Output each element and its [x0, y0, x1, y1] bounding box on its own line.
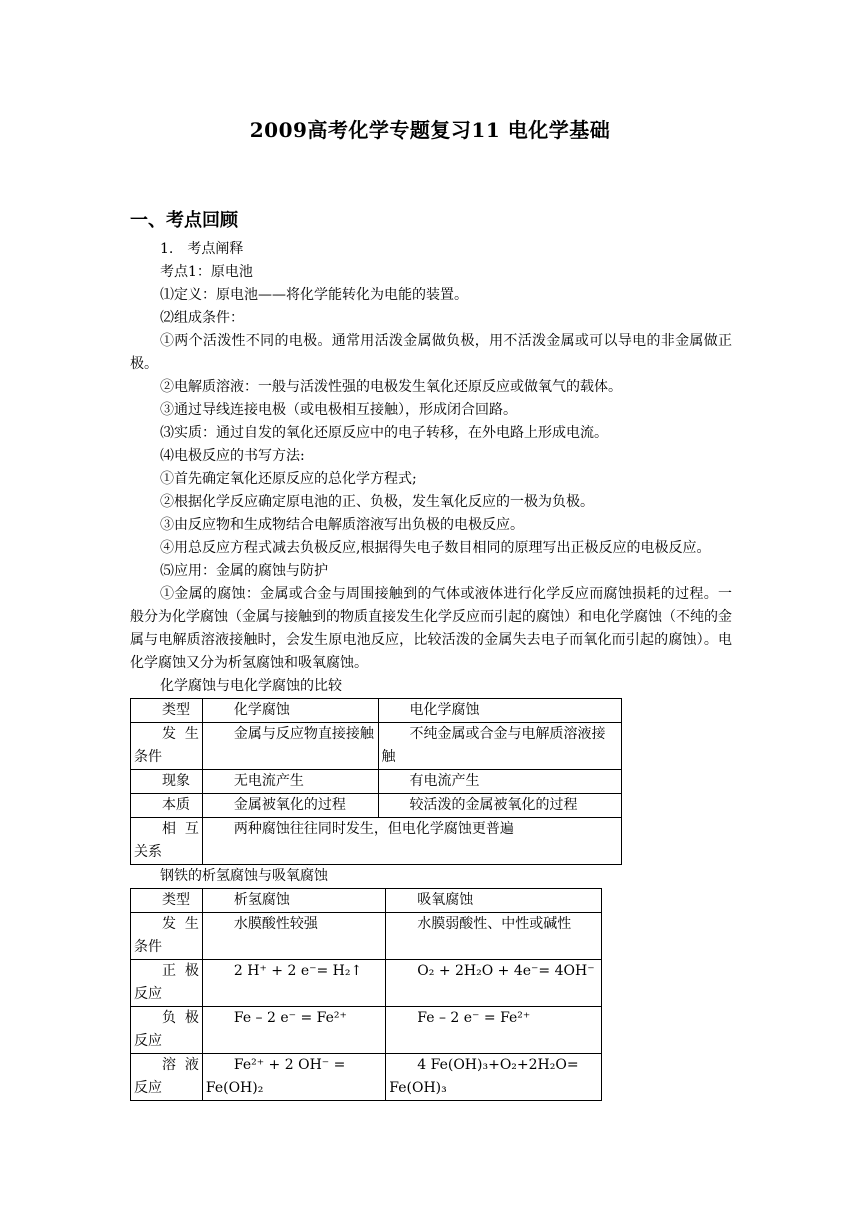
row-label: 正极反应 — [131, 960, 203, 1007]
table-cell: O₂ + 2H₂O + 4e⁻= 4OH⁻ — [386, 960, 602, 1007]
table-cell: 金属被氧化的过程 — [202, 794, 378, 818]
row-label: 现象 — [131, 770, 203, 794]
table-cell: 水膜弱酸性、中性或碱性 — [386, 913, 602, 960]
table-cell: Fe – 2 e⁻ = Fe²⁺ — [386, 1007, 602, 1054]
row-label: 发生条件 — [131, 913, 203, 960]
paragraph: ②电解质溶液：一般与活泼性强的电极发生氧化还原反应或做氧气的载体。 — [160, 379, 622, 395]
table-cell: 2 H⁺ + 2 e⁻= H₂↑ — [202, 960, 385, 1007]
table-header-cell: 化学腐蚀 — [202, 699, 378, 723]
table-row — [131, 960, 602, 1007]
table-row — [131, 913, 602, 960]
table-cell: 无电流产生 — [202, 770, 378, 794]
row-label: 负极反应 — [131, 1007, 203, 1054]
paragraph: ③由反应物和生成物结合电解质溶液写出负极的电极反应。 — [160, 517, 524, 533]
table-cell: 水膜酸性较强 — [202, 913, 385, 960]
table-row — [131, 794, 622, 818]
table-row — [131, 770, 622, 794]
iron-corrosion-table — [130, 888, 602, 1101]
paragraph: 1. 考点阐释 — [160, 241, 244, 257]
paragraph: ④用总反应方程式减去负极反应,根据得失电子数目相同的原理写出正极反应的电极反应。 — [160, 540, 711, 556]
table-cell: Fe – 2 e⁻ = Fe²⁺ — [202, 1007, 385, 1054]
corrosion-comparison-table — [130, 698, 622, 865]
table-cell: 不纯金属或合金与电解质溶液接触 — [378, 723, 621, 770]
row-label: 相互关系 — [131, 818, 203, 865]
table-row — [131, 1007, 602, 1054]
table1-caption: 化学腐蚀与电化学腐蚀的比较 — [160, 678, 342, 694]
paragraph: ②根据化学反应确定原电池的正、负极，发生氧化反应的一极为负极。 — [160, 494, 594, 510]
table-cell: 较活泼的金属被氧化的过程 — [378, 794, 621, 818]
table-cell: 有电流产生 — [378, 770, 621, 794]
table-cell: Fe²⁺ + 2 OH⁻ = Fe(OH)₂ — [202, 1054, 385, 1101]
table-cell: 两种腐蚀往往同时发生，但电化学腐蚀更普遍 — [202, 818, 621, 865]
paragraph: ⑶实质：通过自发的氧化还原反应中的电子转移，在外电路上形成电流。 — [160, 425, 608, 441]
row-label: 发生条件 — [131, 723, 203, 770]
paragraph: ⑷电极反应的书写方法: — [160, 448, 305, 464]
table-header-cell: 析氢腐蚀 — [202, 889, 385, 913]
table-header-row — [131, 889, 602, 913]
paragraph: ①两个活泼性不同的电极。通常用活泼金属做负极，用不活泼金属或可以导电的非金属做正极。 — [130, 333, 732, 372]
row-label: 本质 — [131, 794, 203, 818]
table-cell: 4 Fe(OH)₃+O₂+2H₂O= Fe(OH)₃ — [386, 1054, 602, 1101]
table-header-row — [131, 699, 622, 723]
paragraph: ⑴定义：原电池——将化学能转化为电能的装置。 — [160, 287, 468, 303]
table-header-cell: 类型 — [131, 889, 203, 913]
table-row — [131, 818, 622, 865]
table-header-cell: 吸氧腐蚀 — [386, 889, 602, 913]
section-heading: 一、考点回顾 — [130, 210, 238, 231]
paragraph: ①金属的腐蚀：金属或合金与周围接触到的气体或液体进行化学反应而腐蚀损耗的过程。一般分为化学腐蚀（金属与接触到的物质直接发生化学反应而引起的腐蚀）和电化学腐蚀（不纯的金属与电解质溶液接触时，会发生原电池反应，比较活泼的金属失去电子而氧化而引起的腐蚀）。电化学腐蚀又分为析氢腐蚀和吸氧腐蚀。 — [130, 586, 732, 671]
paragraph: ①首先确定氧化还原反应的总化学方程式; — [160, 471, 417, 487]
table-row — [131, 1054, 602, 1101]
paragraph: 考点1：原电池 — [160, 264, 253, 280]
table-header-cell: 电化学腐蚀 — [378, 699, 621, 723]
paragraph: ③通过导线连接电极（或电极相互接触），形成闭合回路。 — [160, 402, 517, 418]
paragraph: ⑵组成条件： — [160, 310, 244, 326]
document-body — [130, 238, 732, 1101]
table-row — [131, 723, 622, 770]
row-label: 溶液反应 — [131, 1054, 203, 1101]
table-header-cell: 类型 — [131, 699, 203, 723]
document-title: 2009高考化学专题复习11 电化学基础 — [249, 118, 611, 142]
table-cell: 金属与反应物直接接触 — [202, 723, 378, 770]
table2-caption: 钢铁的析氢腐蚀与吸氧腐蚀 — [160, 868, 328, 884]
paragraph: ⑸应用：金属的腐蚀与防护 — [160, 563, 328, 579]
